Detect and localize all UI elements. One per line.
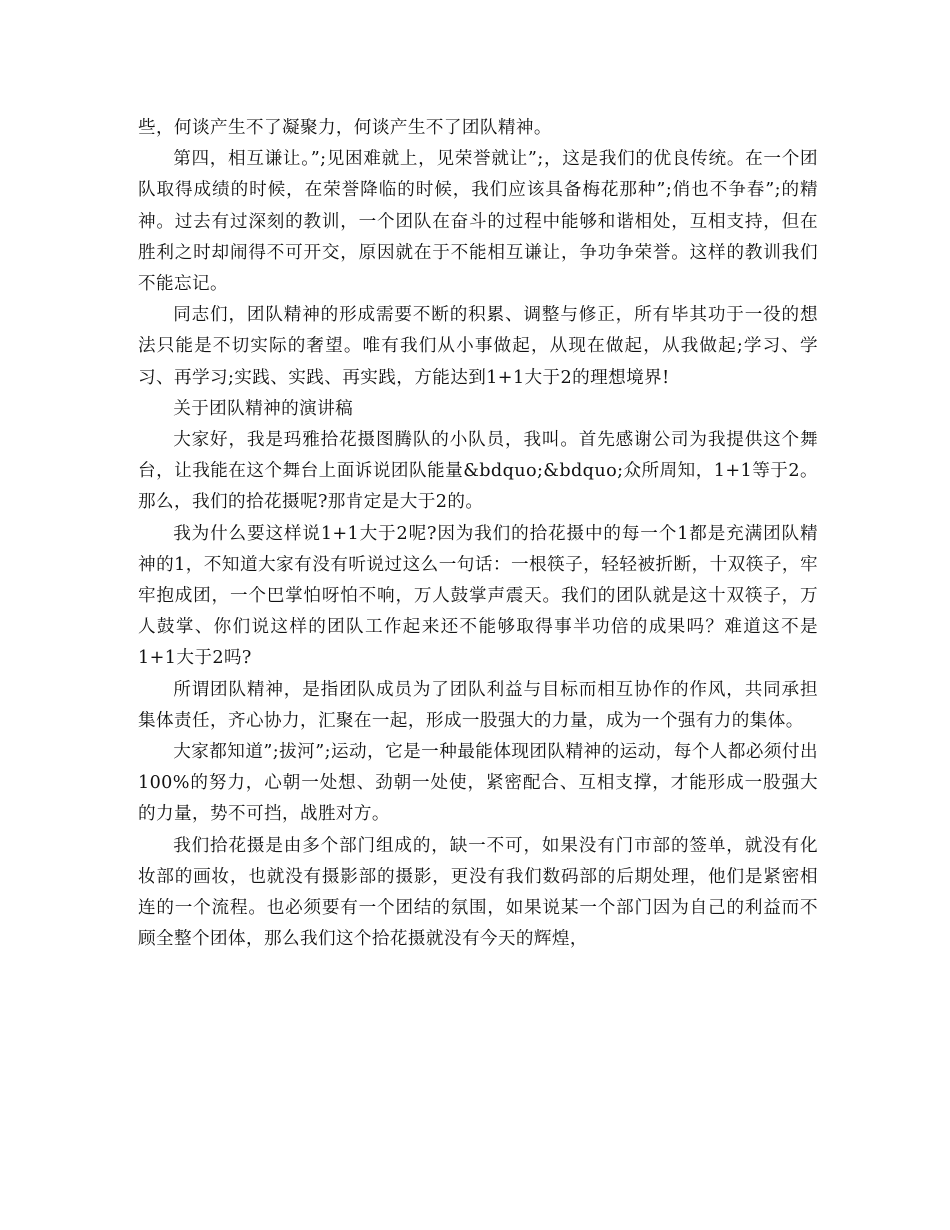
paragraph-tug-of-war: 大家都知道”;拔河”;运动，它是一种最能体现团队精神的运动，每个人都必须付出100%的努力，心朝一处想、劲朝一处使，紧密配合、互相支撑，才能形成一股强大的力量，势不可挡，战胜对方。 — [138, 742, 818, 825]
paragraph-departments: 我们拾花摄是由多个部门组成的，缺一不可，如果没有门市部的签单，就没有化妆部的画妆，也就没有摄影部的摄影，更没有我们数码部的后期处理，他们是紧密相连的一个流程。也必须要有一个团结的氛围，如果说某一个部门因为自己的利益而不顾全整个团体，那么我们这个拾花摄就没有今天的辉煌， — [138, 835, 818, 950]
paragraph-continuation: 些，何谈产生不了凝聚力，何谈产生不了团队精神。 — [138, 118, 552, 138]
paragraph-comrades: 同志们，团队精神的形成需要不断的积累、调整与修正，所有毕其功于一役的想法只能是不切实际的奢望。唯有我们从小事做起，从现在做起，从我做起;学习、学习、再学习;实践、实践、再实践，方能达到1+1大于2的理想境界! — [138, 305, 818, 388]
section-title: 关于团队精神的演讲稿 — [173, 398, 354, 419]
paragraph-mutual-modesty: 第四，相互谦让。”;见困难就上，见荣誉就让”;，这是我们的优良传统。在一个团队取得成绩的时候，在荣誉降临的时候，我们应该具备梅花那种”;俏也不争春”;的精神。过去有过深刻的教训，一个团队在奋斗的过程中能够和谐相处，互相支持，但在胜利之时却闹得不可开交，原因就在于不能相互谦让，争功争荣誉。这样的教训我们不能忘记。 — [138, 149, 818, 295]
paragraph-team-spirit-definition: 所谓团队精神，是指团队成员为了团队利益与目标而相互协作的作风，共同承担集体责任，齐心协力，汇聚在一起，形成一股强大的力量，成为一个强有力的集体。 — [138, 679, 818, 731]
paragraph-chopsticks: 我为什么要这样说1+1大于2呢?因为我们的拾花摄中的每一个1都是充满团队精神的1，不知道大家有没有听说过这么一句话：一根筷子，轻轻被折断，十双筷子，牢牢抱成团，一个巴掌怕呀怕不响，万人鼓掌声震天。我们的团队就是这十双筷子，万人鼓掌、你们说这样的团队工作起来还不能够取得事半功倍的成果吗？难道这不是1+1大于2吗? — [138, 523, 818, 669]
paragraph-greeting: 大家好，我是玛雅拾花摄图腾队的小队员，我叫。首先感谢公司为我提供这个舞台，让我能在这个舞台上面诉说团队能量&bdquo;&bdquo;众所周知，1+1等于2。那么，我们的拾花摄呢?那肯定是大于2的。 — [138, 430, 818, 513]
document-page — [138, 113, 818, 955]
